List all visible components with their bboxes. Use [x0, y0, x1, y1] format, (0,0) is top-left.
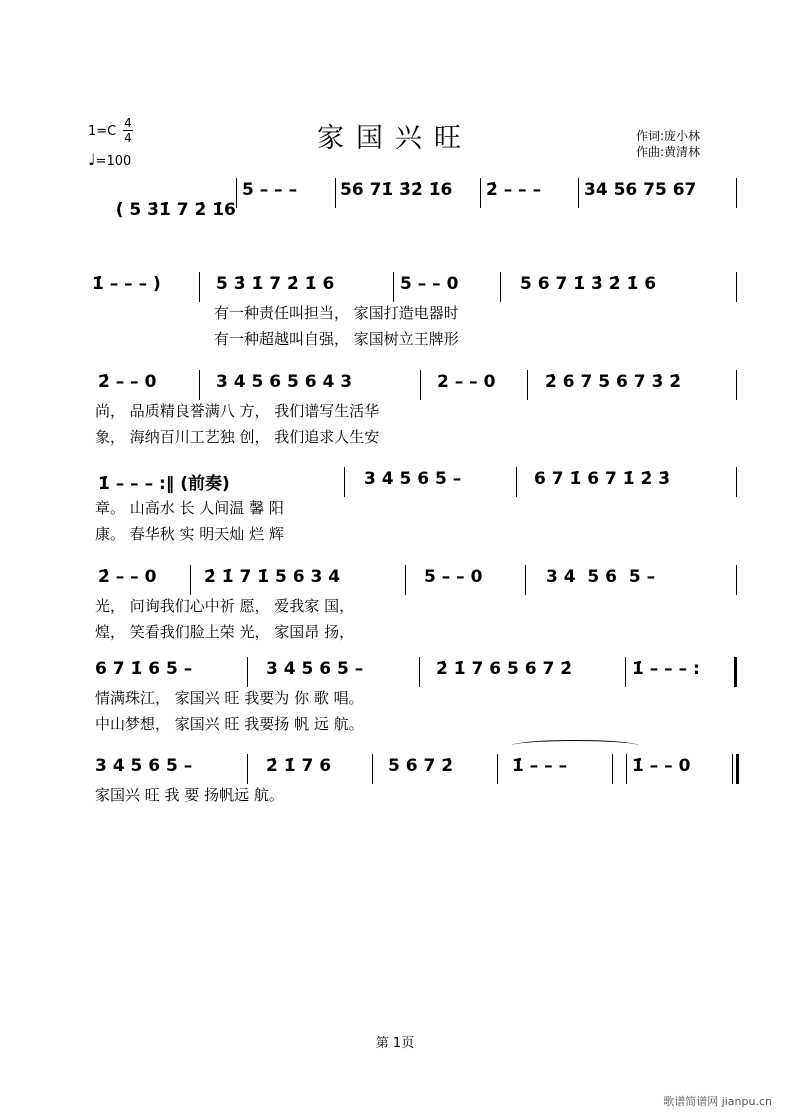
notes-row-2b: 5 3̇ 1̇ 7 2̇ 1̇ 6: [216, 274, 335, 294]
staff-row-1: [0, 178, 790, 218]
notes-row-6: 6 7 1̇ 6 5 –: [95, 659, 193, 679]
notes-row-4b: 3 4 5 6 5 –: [364, 469, 462, 489]
notes-row-3c: 2 – – 0: [437, 372, 496, 392]
staff-row-4: [0, 467, 790, 547]
notes-row-1c: 56 71̇ 3̇2̇ 1̇6: [340, 180, 453, 200]
time-signature-bottom: 4: [124, 131, 132, 145]
notes-row-3d: 2̇ 6 7 5 6 7 3̇ 2̇: [545, 372, 682, 392]
notes-row-7d: 1̇ – – –: [512, 756, 568, 776]
site-watermark: 歌谱简谱网 jianpu.cn: [663, 1095, 772, 1108]
notes-row-1e: 34 56 75 67: [584, 180, 697, 200]
page-number: 第 1页: [375, 1036, 415, 1051]
lyric-row-7-verse-1: 家国兴 旺 我 要 扬帆远 航。: [95, 786, 284, 804]
composer-credit: 作曲:黄清林: [636, 145, 701, 159]
notes-row-7b: 2̇ 1̇ 7 6: [266, 756, 332, 776]
notes-row-7c: 5 6 7 2̇: [388, 756, 454, 776]
notes-row-7e: 1̇ – – 0: [632, 756, 691, 776]
song-title: 家国兴旺: [317, 123, 473, 154]
notes-row-3: 2̇ – – 0: [98, 372, 157, 392]
staff-row-6: [0, 657, 790, 737]
notes-row-1: [92, 180, 236, 240]
note-text: ( 5 3̇1̇ 7 2̇ 1̇6: [115, 200, 236, 220]
lyric-row-5-verse-1: 光， 问询我们心中祈 愿， 爱我家 国，: [95, 597, 355, 615]
notes-row-6c: 2̇ 1̇ 7 6 5 6 7 2̇: [436, 659, 573, 679]
notes-row-2: 1̇ – – – ): [92, 274, 161, 294]
notes-row-5c: 5 – – 0: [424, 567, 483, 587]
lyric-row-5-verse-2: 煌， 笑看我们脸上荣 光， 家国昂 扬，: [95, 623, 355, 641]
notes-row-5d: 3 4 5 6 5 –: [546, 567, 656, 587]
notes-row-2c: 5 – – 0: [400, 274, 459, 294]
staff-row-2: [0, 272, 790, 352]
notes-row-5: 2̇ – – 0: [98, 567, 157, 587]
notes-row-4c: 6 7 1̇ 6 7 1̇ 2̇ 3̇: [534, 469, 671, 489]
notes-row-1d: 2̇ – – –: [486, 180, 542, 200]
notes-row-7: 3 4 5 6 5 –: [95, 756, 193, 776]
lyric-row-2-verse-1: 有一种责任叫担当， 家国打造电器时: [214, 304, 459, 322]
staff-row-5: [0, 565, 790, 645]
notes-row-3b: 3 4 5 6 5 6 4 3: [216, 372, 353, 392]
notes-row-2d: 5 6 7 1̇ 3̇ 2̇ 1̇ 6: [520, 274, 657, 294]
lyric-row-6-verse-2: 中山梦想， 家国兴 旺 我要扬 帆 远 航。: [95, 715, 364, 733]
notes-row-6d: 1̇ – – – :: [632, 659, 700, 679]
quarter-note-icon: ♩: [88, 150, 96, 169]
lyric-row-2-verse-2: 有一种超越叫自强， 家国树立王牌形: [214, 330, 459, 348]
staff-row-3: [0, 370, 790, 450]
tempo-value: =100: [95, 154, 132, 169]
lyric-row-6-verse-1: 情满珠江， 家国兴 旺 我要为 你 歌 唱。: [95, 689, 364, 707]
lyric-row-3-verse-2: 象， 海纳百川工艺独 创， 我们追求人生安: [95, 428, 380, 446]
lyric-row-3-verse-1: 尚， 品质精良誉满八 方， 我们谱写生活华: [95, 402, 380, 420]
key-signature: 1=C: [88, 124, 117, 139]
time-signature-top: 4: [124, 116, 132, 130]
lyric-row-4-verse-1: 章。 山高水 长 人间温 馨 阳: [95, 499, 284, 517]
notes-row-5b: 2̇ 1̇ 7 1̇ 5 6 3 4: [204, 567, 341, 587]
staff-row-7: [0, 754, 790, 814]
lyric-row-4-verse-2: 康。 春华秋 实 明天灿 烂 辉: [95, 525, 284, 543]
notes-row-6b: 3 4 5 6 5 –: [266, 659, 364, 679]
lyricist-credit: 作词:庞小林: [636, 129, 701, 143]
notes-row-1b: 5 – – –: [242, 180, 298, 200]
notes-row-4: 1̇ – – – :‖ (前奏): [98, 474, 230, 494]
